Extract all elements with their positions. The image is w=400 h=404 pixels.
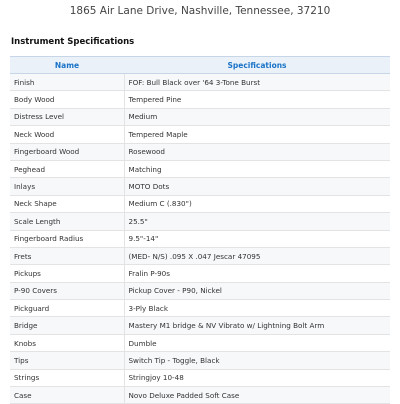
table-row [10,282,390,299]
table-row [10,247,390,264]
table-row [10,387,390,404]
spec-value: Tempered Maple [124,126,390,143]
section-title: Instrument Specifications [11,37,135,47]
store-address: 1865 Air Lane Drive, Nashville, Tennessee, 37210 [69,5,331,17]
spec-name: P-90 Covers [10,282,124,299]
spec-value: Medium C (.830") [124,195,390,212]
spec-value: Switch Tip - Toggle, Black [124,352,390,369]
table-row [10,178,390,195]
spec-value: 9.5"-14" [124,230,390,247]
table-row [10,108,390,125]
spec-value: Fralin P-90s [124,265,390,282]
spec-value: Tempered Pine [124,91,390,108]
spec-value: (MED- N/S) .095 X .047 Jescar 47095 [124,247,390,264]
table-row [10,230,390,247]
table-row [10,195,390,212]
spec-name: Strings [10,369,124,386]
spec-value: Medium [124,108,390,125]
spec-name: Finish [10,74,124,91]
spec-value: Stringjoy 10-48 [124,369,390,386]
column-header-name: Name [10,57,124,74]
spec-name: Fingerboard Radius [10,230,124,247]
table-row [10,160,390,177]
table-row [10,265,390,282]
table-row [10,74,390,91]
spec-name: Frets [10,247,124,264]
spec-name: Neck Wood [10,126,124,143]
spec-name: Body Wood [10,91,124,108]
spec-value: FOF: Bull Black over '64 3-Tone Burst [124,74,390,91]
spec-name: Neck Shape [10,195,124,212]
spec-value: Dumble [124,334,390,351]
spec-name: Fingerboard Wood [10,143,124,160]
spec-value: MOTO Dots [124,178,390,195]
table-row [10,352,390,369]
spec-name: Pickguard [10,300,124,317]
spec-value: Novo Deluxe Padded Soft Case [124,387,390,404]
spec-value: Pickup Cover - P90, Nickel [124,282,390,299]
spec-name: Bridge [10,317,124,334]
spec-name: Pickups [10,265,124,282]
spec-name: Case [10,387,124,404]
spec-name: Knobs [10,334,124,351]
table-row [10,213,390,230]
spec-value: 25.5" [124,213,390,230]
spec-name: Scale Length [10,213,124,230]
spec-name: Peghead [10,160,124,177]
spec-value: 3-Ply Black [124,300,390,317]
table-row [10,300,390,317]
table-header-row [10,57,390,74]
spec-name: Tips [10,352,124,369]
spec-value: Matching [124,160,390,177]
table-row [10,369,390,386]
table-row [10,143,390,160]
column-header-specifications: Specifications [124,57,390,74]
table-row [10,334,390,351]
table-row [10,91,390,108]
spec-name: Distress Level [10,108,124,125]
table-row [10,126,390,143]
spec-name: Inlays [10,178,124,195]
specifications-table [10,56,390,404]
spec-value: Mastery M1 bridge & NV Vibrato w/ Lightning Bolt Arm [124,317,390,334]
spec-value: Rosewood [124,143,390,160]
table-row [10,317,390,334]
